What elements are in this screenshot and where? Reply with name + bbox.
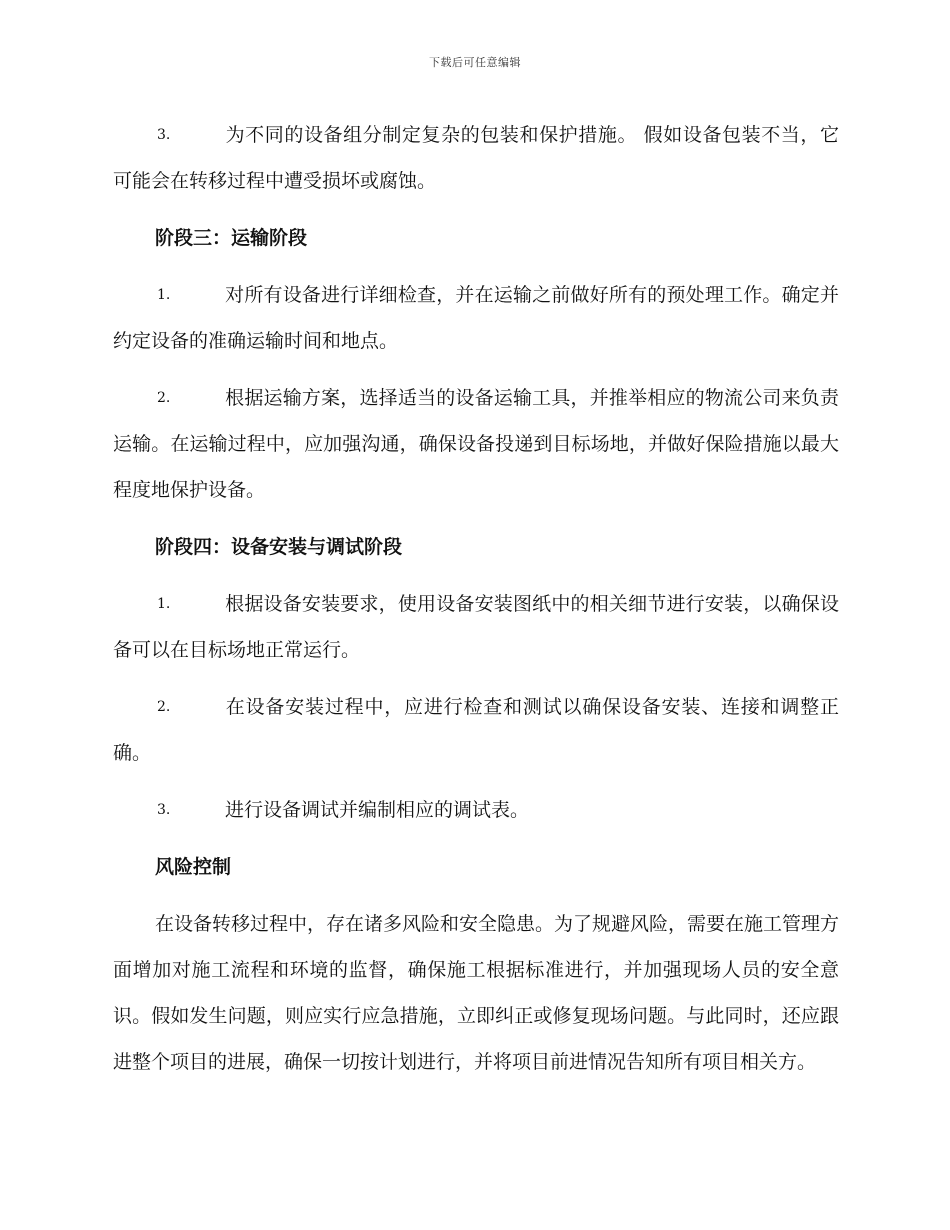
- list-item: [113, 684, 839, 776]
- list-item-text: 为不同的设备组分制定复杂的包装和保护措施。 假如设备包装不当，它可能会在转移过程中遭受损坏或腐蚀。: [113, 124, 839, 192]
- list-item: [113, 581, 839, 673]
- document-body: [113, 112, 839, 1085]
- list-item: [113, 112, 839, 204]
- list-number: 1.: [157, 287, 171, 303]
- list-item-text: 根据设备安装要求，使用设备安装图纸中的相关细节进行安装，以确保设备可以在目标场地正常运行。: [113, 593, 839, 661]
- body-paragraph: 在设备转移过程中，存在诸多风险和安全隐患。为了规避风险，需要在施工管理方面增加对施工流程和环境的监督，确保施工根据标准进行，并加强现场人员的安全意识。假如发生问题，则应实行应急措施，立即纠正或修复现场问题。与此同时，还应跟进整个项目的进展，确保一切按计划进行，并将项目前进情况告知所有项目相关方。: [113, 913, 840, 1073]
- list-item-text: 进行设备调试并编制相应的调试表。: [225, 799, 530, 821]
- list-number: 2.: [157, 699, 171, 715]
- page-header: 下载后可任意编辑: [429, 56, 521, 69]
- section-heading: 阶段四：设备安装与调试阶段: [155, 536, 403, 558]
- list-item-text: 在设备安装过程中，应进行检查和测试以确保设备安装、连接和调整正确。: [113, 696, 839, 764]
- list-number: 3.: [157, 127, 171, 143]
- section-heading: 风险控制: [155, 856, 232, 878]
- list-item: [113, 375, 839, 513]
- list-number: 1.: [157, 596, 171, 612]
- section-heading: 阶段三：运输阶段: [155, 227, 308, 249]
- list-number: 2.: [157, 390, 171, 406]
- list-item: [113, 787, 839, 833]
- list-item-text: 对所有设备进行详细检查，并在运输之前做好所有的预处理工作。确定并约定设备的准确运输时间和地点。: [113, 284, 839, 352]
- list-item-text: 根据运输方案，选择适当的设备运输工具，并推举相应的物流公司来负责运输。在运输过程中，应加强沟通，确保设备投递到目标场地，并做好保险措施以最大程度地保护设备。: [113, 387, 839, 501]
- list-item: [113, 272, 839, 364]
- list-number: 3.: [157, 802, 171, 818]
